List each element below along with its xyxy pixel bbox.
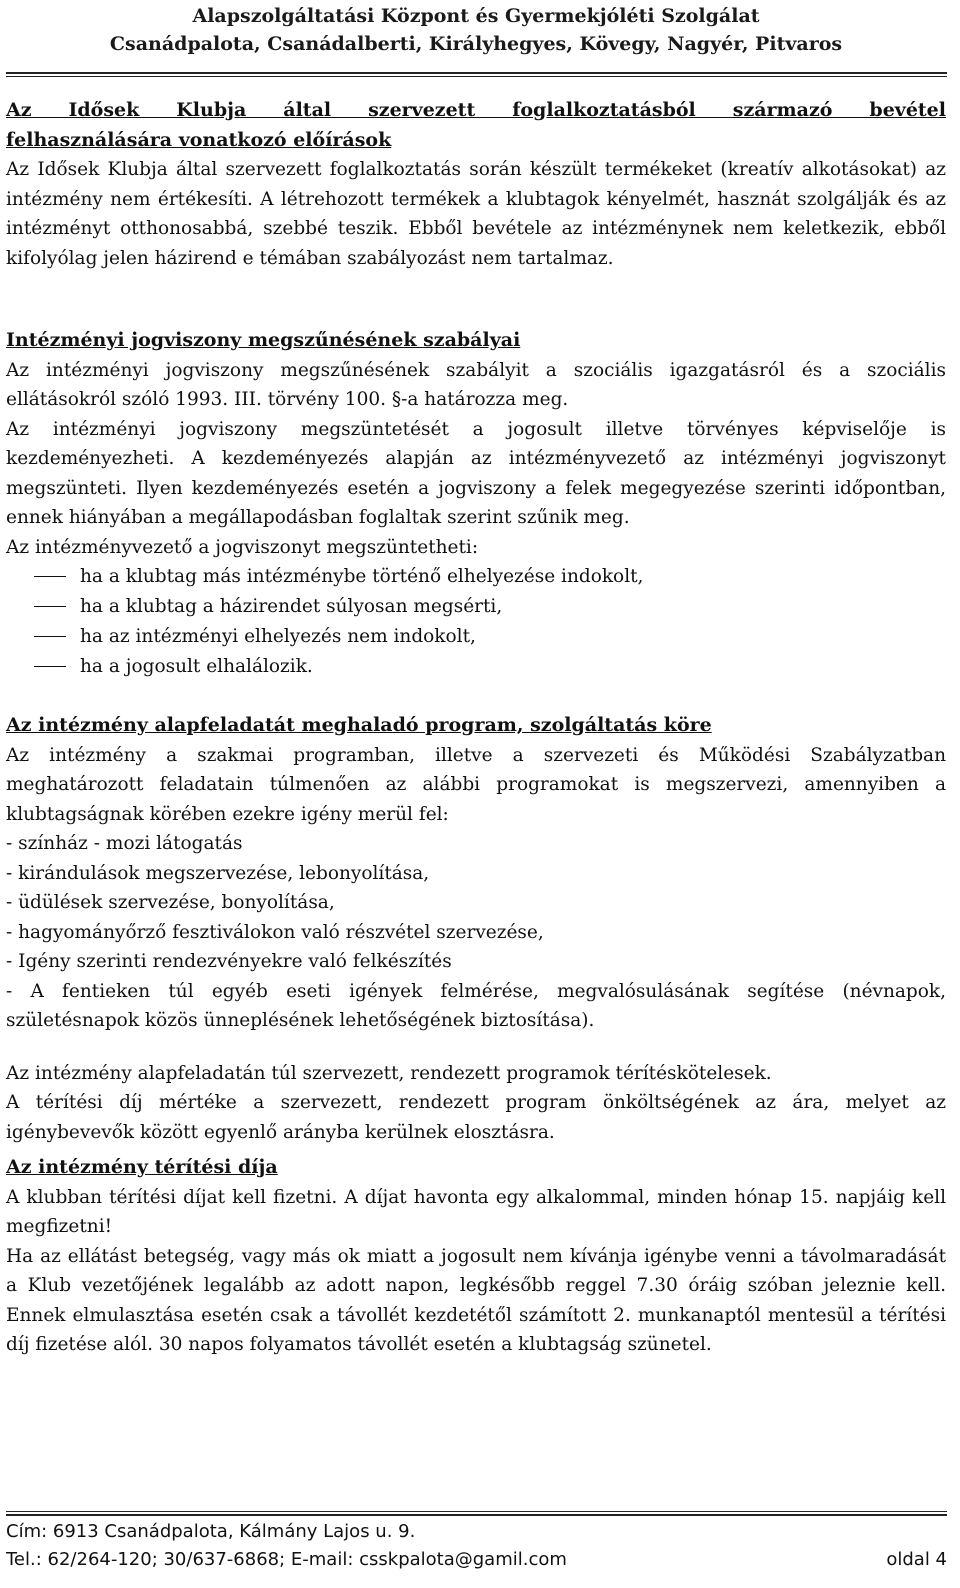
paragraph: Az intézmény alapfeladatán túl szervezett, rendezett programok térítéskötelesek. (6, 1062, 772, 1084)
dash-icon (34, 636, 66, 637)
header-rule-thin (6, 76, 947, 77)
section-revenue (6, 96, 946, 273)
paragraph: Az intézményi jogviszony megszűnésének szabályit a szociális igazgatásról és a szociális ellátásokról szóló 1993. III. törvény 100. §-a határozza meg. (6, 359, 946, 410)
page-footer (6, 1518, 947, 1574)
section-heading: Intézményi jogviszony megszűnésének szabályai (6, 329, 521, 351)
section-fee (6, 1153, 946, 1360)
paragraph: A klubban térítési díjat kell fizetni. A díjat havonta egy alkalommal, minden hónap 15. napjáig kell megfizetni! (6, 1186, 946, 1237)
list-item: - A fentieken túl egyéb eseti igények felmérése, megvalósulásának segítése (névnapok, születésnapok közös ünneplésének lehetőségének biztosítása). (6, 980, 946, 1031)
document-page (6, 0, 946, 58)
list-item: ha a jogosult elhalálozik. (6, 652, 946, 682)
list-item: - hagyományőrző fesztiválokon való részvétel szervezése, (6, 921, 544, 943)
header-line-1: Alapszolgáltatási Központ és Gyermekjóléti Szolgálat (192, 5, 760, 27)
list-item: - üdülések szervezése, bonyolítása, (6, 892, 335, 913)
section-heading: Az intézmény térítési díja (6, 1156, 278, 1178)
list-item: - színház - mozi látogatás (6, 833, 243, 854)
dash-icon (34, 606, 66, 607)
termination-list (6, 562, 946, 682)
header-rule (6, 72, 947, 74)
paragraph: Az Idősek Klubja által szervezett foglalkoztatás során készült termékeket (kreatív alkotásokat) az intézmény nem értékesíti. A létrehozott termékek a klubtagok kényelmét, hasznát szolgálják és az intézményt otthonosabbá, szebbé teszik. Ebből bevétele az intézménynek nem keletkezik, ebből kifolyólag jelen házirend e témában szabályozást nem tartalmaz. (6, 159, 946, 269)
page-header (6, 0, 946, 58)
paragraph: Az intézményvezető a jogviszonyt megszüntetheti: (6, 536, 479, 558)
section-termination (6, 326, 946, 682)
paragraph: Ha az ellátást betegség, vagy más ok miatt a jogosult nem kívánja igénybe venni a távolmaradását a Klub vezetőjének legalább az adott napon, legkésőbb reggel 7.30 óráig szóban jeleznie kell. Ennek elmulasztása esetén csak a távollét kezdetétől számított 2. munkanaptól mentesül a térítési díj fizetése alól. 30 napos folyamatos távollét esetén a klubtagság szünetel. (6, 1245, 946, 1355)
list-item: ha a klubtag más intézménybe történő elhelyezése indokolt, (6, 562, 946, 592)
list-item: - kirándulások megszervezése, lebonyolítása, (6, 862, 430, 884)
footer-rule-thin (6, 1511, 947, 1512)
list-item: ha az intézményi elhelyezés nem indokolt, (6, 622, 946, 652)
page-number: oldal 4 (886, 1549, 947, 1570)
paragraph: A térítési díj mértéke a szervezett, rendezett program önköltségének az ára, melyet az igénybevevők között egyenlő arányba kerülnek elosztásra. (6, 1092, 946, 1143)
dash-icon (34, 666, 66, 667)
section-heading-cont: felhasználására vonatkozó előírások (6, 128, 392, 151)
list-item: - Igény szerinti rendezvényekre való felkészítés (6, 951, 452, 972)
header-line-2: Csanádpalota, Csanádalberti, Királyhegyes, Kövegy, Nagyér, Pitvaros (109, 33, 843, 55)
section-heading: Az intézmény alapfeladatát meghaladó program, szolgáltatás köre (6, 714, 712, 736)
paragraph: Az intézmény a szakmai programban, illetve a szervezeti és Működési Szabályzatban meghatározott feladatain túlmenően az alábbi programokat is megszervezi, amennyiben a klubtagságnak körében ezekre igény merül fel: (6, 744, 946, 825)
dash-icon (34, 576, 66, 577)
section-programs (6, 711, 946, 1147)
list-item: ha a klubtag a házirendet súlyosan megsérti, (6, 592, 946, 622)
footer-contact: Tel.: 62/264-120; 30/637-6868; E-mail: csskpalota@gamil.com (6, 1549, 567, 1570)
footer-address: Cím: 6913 Csanádpalota, Kálmány Lajos u. 9. (6, 1521, 416, 1542)
paragraph: Az intézményi jogviszony megszüntetését a jogosult illetve törvényes képviselője is kezdeményezheti. A kezdeményezés alapján az intézményvezető az intézményi jogviszonyt megszünteti. Ilyen kezdeményezés esetén a jogviszony a felek megegyezése szerinti időpontban, ennek hiányában a megállapodásban foglaltak szerint szűnik meg. (6, 418, 946, 528)
footer-rule (6, 1514, 947, 1516)
section-heading: Az Idősek Klubja által szervezett foglalkoztatásból származó bevétel (6, 99, 946, 121)
